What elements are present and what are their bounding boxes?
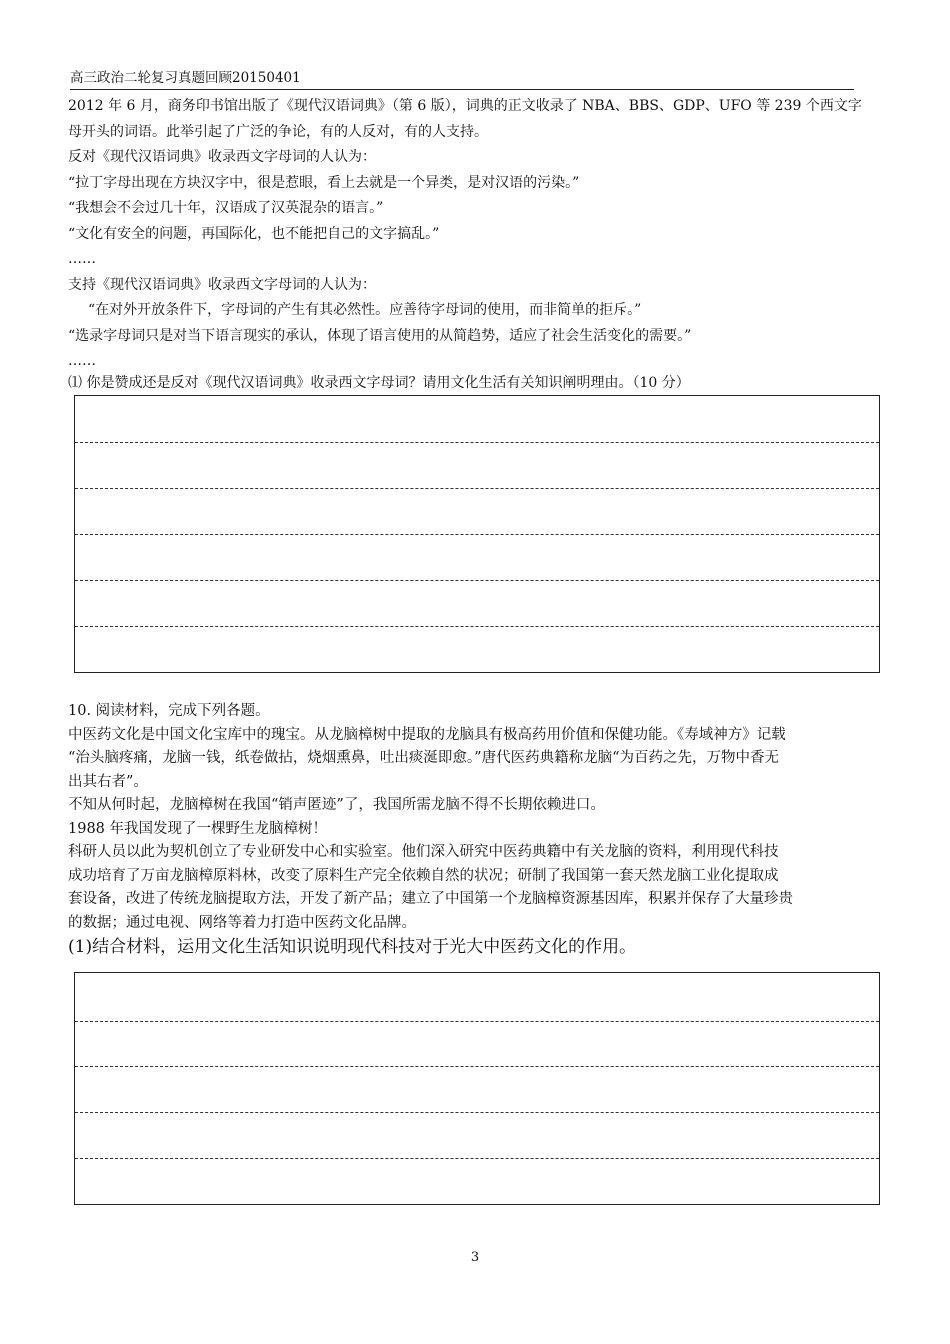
- page-number: 3: [470, 1250, 480, 1265]
- question-9-material: [68, 94, 883, 375]
- material-line: ……: [68, 353, 96, 369]
- answer-line: [75, 626, 879, 627]
- material-line: 科研人员以此为契机创立了专业研发中心和实验室。他们深入研究中医药典籍中有关龙脑的资料，利用现代科技: [68, 844, 779, 860]
- material-line: 出其右者”。: [68, 773, 148, 790]
- material-line: “我想会不会过几十年，汉语成了汉英混杂的语言。”: [68, 200, 384, 216]
- material-line: 套设备，改进了传统龙脑提取方法，开发了新产品；建立了中国第一个龙脑樟资源基因库，积累并保存了大量珍贵: [68, 891, 793, 907]
- answer-line: [75, 488, 879, 489]
- material-line: 支持《现代汉语词典》收录西文字母词的人认为：: [68, 276, 376, 293]
- answer-box-q10[interactable]: [74, 972, 880, 1205]
- material-line: 的数据；通过电视、网络等着力打造中医药文化品牌。: [68, 914, 416, 931]
- material-line: 1988 年我国发现了一棵野生龙脑樟树！: [68, 820, 328, 837]
- material-line: 母开头的词语。此举引起了广泛的争论，有的人反对，有的人支持。: [68, 123, 488, 140]
- material-line: 2012 年 6 月，商务印书馆出版了《现代汉语词典》（第 6 版），词典的正文收录了 NBA、BBS、GDP、UFO 等 239 个西文字: [68, 98, 862, 114]
- question-10-prompt: (1)结合材料，运用文化生活知识说明现代科技对于光大中医药文化的作用。: [68, 937, 637, 957]
- answer-box-q9[interactable]: [74, 395, 880, 673]
- answer-line: [75, 580, 879, 581]
- answer-line: [75, 534, 879, 535]
- material-line: “选录字母词只是对当下语言现实的承认，体现了语言使用的从简趋势，适应了社会生活变化的需要。”: [68, 327, 692, 344]
- material-line: 中医药文化是中国文化宝库中的瑰宝。从龙脑樟树中提取的龙脑具有极高药用价值和保健功能。《寿域神方》记载: [68, 726, 786, 743]
- answer-line: [75, 1066, 879, 1067]
- material-line: 反对《现代汉语词典》收录西文字母词的人认为：: [68, 149, 376, 165]
- question-10-title: 10. 阅读材料，完成下列各题。: [68, 703, 270, 719]
- material-line: “文化有安全的问题，再国际化，也不能把自己的文字搞乱。”: [68, 225, 440, 242]
- material-line: 成功培育了万亩龙脑樟原料林，改变了原料生产完全依赖自然的状况；研制了我国第一套天然龙脑工业化提取成: [68, 867, 779, 884]
- answer-line: [75, 1158, 879, 1159]
- question-10-material: [68, 700, 883, 959]
- question-9-prompt: ⑴ 你是赞成还是反对《现代汉语词典》收录西文字母词？请用文化生活有关知识阐明理由。（10 分）: [68, 375, 690, 391]
- material-line: “治头脑疼痛，龙脑一钱，纸卷做拈，烧烟熏鼻，吐出痰涎即愈。”唐代医药典籍称龙脑“为百药之先，万物中香无: [68, 750, 779, 766]
- page-header: 高三政治二轮复习真题回顾20150401: [70, 66, 854, 90]
- answer-line: [75, 1021, 879, 1022]
- material-line: 不知从何时起，龙脑樟树在我国“销声匿迹”了，我国所需龙脑不得不长期依赖进口。: [68, 797, 605, 813]
- material-line: “在对外开放条件下，字母词的产生有其必然性。应善待字母词的使用，而非简单的拒斥。”: [88, 302, 642, 318]
- material-line: ……: [68, 251, 96, 267]
- material-line: “拉丁字母出现在方块汉字中，很是惹眼，看上去就是一个异类，是对汉语的污染。”: [68, 174, 580, 191]
- answer-line: [75, 1112, 879, 1113]
- answer-line: [75, 442, 879, 443]
